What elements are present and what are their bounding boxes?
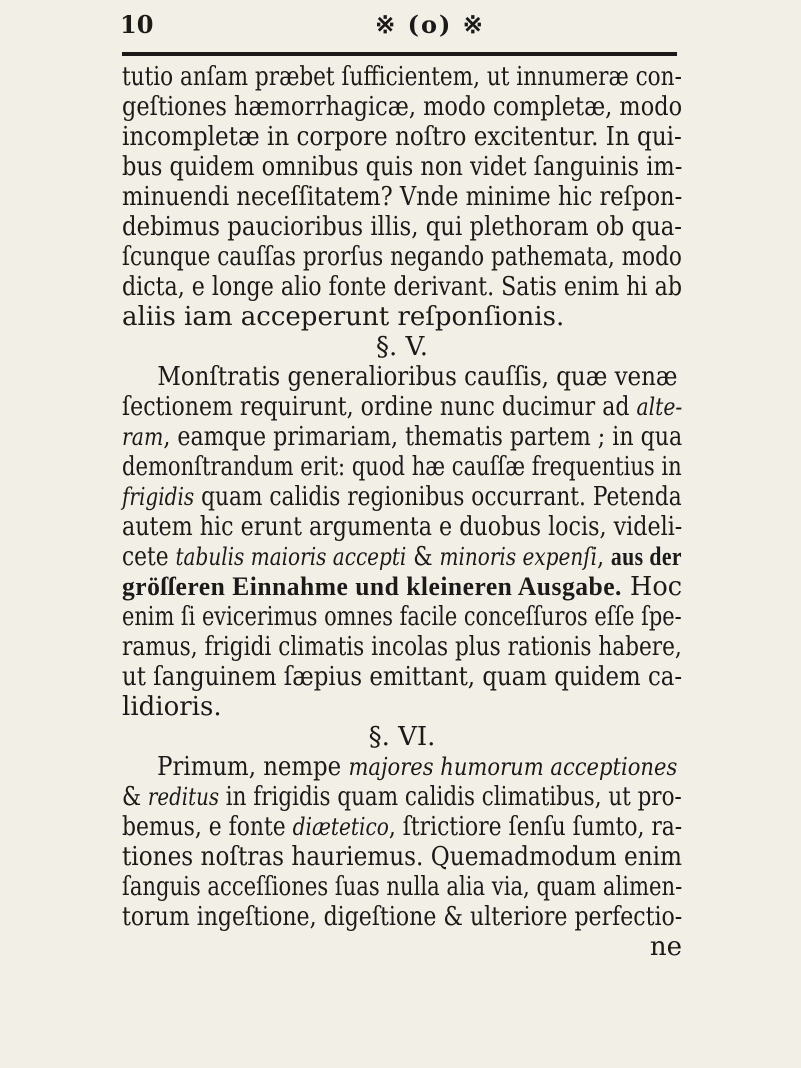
- catchword: ne: [649, 932, 682, 962]
- text-line: autem hic erunt argumenta e duobus locis, videli-: [122, 512, 683, 542]
- text-line: aliis iam acceperunt reſponſionis.: [122, 302, 565, 332]
- text-span: ,: [597, 542, 604, 572]
- italic-span: diætetico: [292, 813, 389, 841]
- text-line: torum ingeſtione, digeſtione & ulteriore perfectio-: [122, 902, 683, 932]
- text-line: [122, 422, 683, 452]
- italic-span: reditus: [147, 783, 219, 811]
- text-span: bemus, e fonte: [122, 812, 286, 842]
- italic-span: frigidis: [122, 483, 195, 511]
- page-header: [120, 10, 680, 50]
- text-line: bus quidem omnibus quis non videt ſanguinis im-: [122, 152, 683, 182]
- text-line: tutio anſam præbet ſufficientem, ut innumeræ con-: [122, 62, 682, 92]
- text-span: quam calidis regionibus occurrant. Petenda: [201, 482, 682, 512]
- italic-span: tabulis maioris accepti: [175, 543, 407, 571]
- text-span: &: [122, 782, 142, 812]
- text-line: [122, 482, 682, 512]
- text-span: in frigidis quam calidis climatibus, ut pro-: [225, 782, 682, 812]
- text-span: ſectionem requirunt, ordine nunc ducimur ad: [122, 392, 630, 422]
- text-line: [122, 392, 683, 422]
- text-span: Primum, nempe: [157, 752, 342, 782]
- text-line: [122, 572, 683, 602]
- text-line: debimus paucioribus illis, qui plethoram ob qua-: [122, 212, 683, 242]
- text-line: ramus, frigidi climatis incolas plus rationis habere,: [122, 632, 682, 662]
- text-span: cete: [122, 542, 169, 572]
- text-line: dicta, e longe alio fonte derivant. Satis enim hi ab: [122, 272, 682, 302]
- italic-span: majores humorum acceptiones: [348, 753, 678, 781]
- italic-span: ram: [122, 423, 164, 451]
- italic-span: alte-: [636, 393, 683, 421]
- text-line: geſtiones hæmorrhagicæ, modo completæ, modo: [122, 92, 683, 122]
- text-line: minuendi neceſſitatem? Vnde minime hic reſpon-: [122, 182, 683, 212]
- section-heading: §. VI.: [368, 722, 436, 752]
- text-line: enim ſi evicerimus omnes facile conceſſuros eſſe ſpe-: [122, 602, 682, 632]
- text-span: Hoc: [630, 572, 683, 602]
- text-span: , ſtrictiore ſenſu ſumto, ra-: [388, 812, 683, 842]
- blackletter-span: aus der: [610, 542, 682, 571]
- text-line: tiones noſtras hauriemus. Quemadmodum enim: [122, 842, 683, 872]
- section-heading: §. V.: [375, 332, 429, 362]
- italic-span: minoris expenſi: [439, 543, 598, 571]
- text-line: [122, 782, 682, 812]
- text-line: incompletæ in corpore noſtro excitentur. In qui-: [122, 122, 682, 152]
- text-line: ſanguis acceſſiones ſuas nulla alia via, quam alimen-: [122, 872, 683, 902]
- blackletter-span: gröſſeren Einnahme und kleineren Ausgabe.: [122, 572, 622, 601]
- text-line: ſcunque cauſſas prorſus negando pathemata, modo: [122, 242, 682, 272]
- text-line: demonſtrandum erit: quod hæ cauſſæ frequentius in: [122, 452, 682, 482]
- header-rule: [122, 52, 677, 56]
- header-ornament: ※ (o) ※: [375, 10, 485, 39]
- text-line: Monſtratis generalioribus cauſſis, quæ venæ: [157, 362, 678, 392]
- text-line: ut ſanguinem ſæpius emittant, quam quidem ca-: [122, 662, 683, 692]
- text-line: [122, 752, 678, 782]
- text-span: &: [413, 542, 433, 572]
- text-line: [122, 812, 683, 842]
- text-span: , eamque primariam, thematis partem ; in qua: [163, 422, 683, 452]
- text-line: lidioris.: [122, 692, 222, 722]
- page-number: 10: [120, 10, 154, 39]
- body-text: [122, 62, 682, 962]
- text-line: [122, 542, 682, 572]
